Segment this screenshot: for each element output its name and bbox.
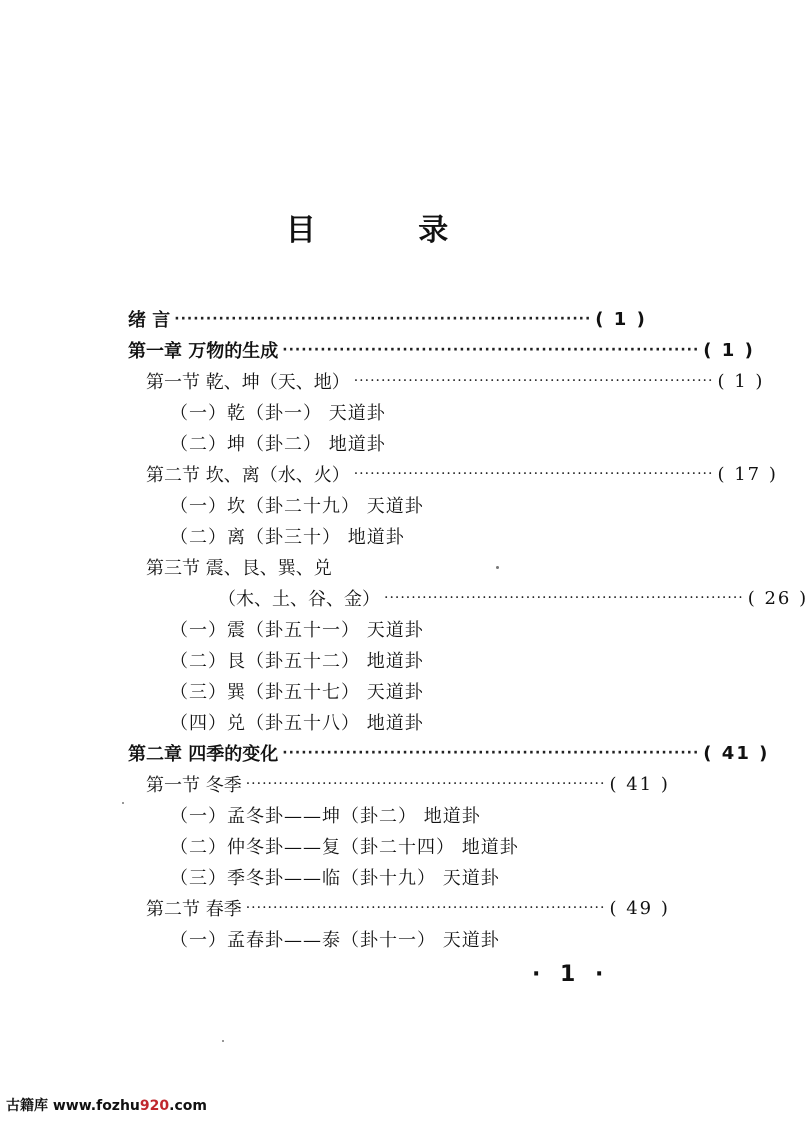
- scan-speck: [122, 802, 124, 804]
- toc-subentry[interactable]: [170, 522, 405, 550]
- toc-entry-section-1-3[interactable]: [146, 553, 332, 581]
- toc-subentry[interactable]: [170, 615, 424, 643]
- toc-entry-label: （木、土、谷、金）: [218, 589, 380, 610]
- toc-subentry[interactable]: [170, 925, 500, 953]
- toc-entry-section-1-3-cont[interactable]: [218, 584, 808, 612]
- toc-subentry[interactable]: [170, 801, 481, 829]
- toc-entry-label: 第一章 万物的生成: [128, 341, 279, 362]
- leader-dots: ··································································: [282, 342, 700, 358]
- toc-page-number: ( 1 ): [703, 339, 755, 361]
- leader-dots: ··································································: [245, 776, 606, 792]
- toc-page-number: ( 1 ): [717, 370, 765, 392]
- toc-subentry[interactable]: [170, 863, 500, 891]
- toc-entry-label: 第二节 坎、离（水、火）: [146, 465, 350, 486]
- toc-subentry[interactable]: [170, 646, 424, 674]
- toc-entry-section-1-1[interactable]: [146, 367, 765, 395]
- toc-subentry[interactable]: [170, 398, 386, 426]
- watermark-url-prefix[interactable]: www.fozhu: [52, 1098, 140, 1114]
- toc-entry-label: （三）季冬卦——临（卦十九） 天道卦: [170, 868, 500, 889]
- toc-page-number: ( 26 ): [747, 587, 808, 609]
- toc-entry-label: 绪 言: [128, 310, 171, 331]
- toc-subentry[interactable]: [170, 832, 519, 860]
- leader-dots: ··································································: [282, 745, 700, 761]
- toc-entry-chapter-1[interactable]: [128, 336, 755, 364]
- leader-dots: ··································································: [245, 900, 606, 916]
- toc-entry-preface[interactable]: [128, 305, 647, 333]
- page-title: 目 录: [285, 213, 495, 248]
- toc-entry-label: （四）兑（卦五十八） 地道卦: [170, 713, 424, 734]
- toc-entry-label: （一）孟春卦——泰（卦十一） 天道卦: [170, 930, 500, 951]
- scan-speck: [222, 1040, 224, 1042]
- leader-dots: ··································································: [384, 590, 744, 606]
- toc-entry-label: （一）乾（卦一） 天道卦: [170, 403, 386, 424]
- toc-entry-chapter-2[interactable]: [128, 739, 770, 767]
- toc-entry-label: （一）震（卦五十一） 天道卦: [170, 620, 424, 641]
- toc-entry-label: （二）艮（卦五十二） 地道卦: [170, 651, 424, 672]
- toc-subentry[interactable]: [170, 491, 424, 519]
- toc-subentry[interactable]: [170, 677, 424, 705]
- leader-dots: ··································································: [353, 466, 714, 482]
- toc-entry-label: 第三节 震、艮、巽、兑: [146, 558, 332, 579]
- toc-entry-label: 第二节 春季: [146, 899, 242, 920]
- watermark-url-number[interactable]: 920: [139, 1098, 170, 1114]
- toc-page-number: ( 1 ): [595, 308, 647, 330]
- watermark-url-suffix[interactable]: .com: [169, 1098, 207, 1114]
- toc-entry-label: （二）仲冬卦——复（卦二十四） 地道卦: [170, 837, 519, 858]
- leader-dots: ··································································: [353, 373, 714, 389]
- toc-entry-label: 第二章 四季的变化: [128, 744, 279, 765]
- toc-entry-label: （二）离（卦三十） 地道卦: [170, 527, 405, 548]
- watermark-site-name: 古籍库: [6, 1098, 48, 1114]
- page-number: · 1 ·: [532, 962, 610, 987]
- toc-entry-section-2-2[interactable]: [146, 894, 670, 922]
- toc-entry-section-1-2[interactable]: [146, 460, 778, 488]
- toc-entry-label: （一）坎（卦二十九） 天道卦: [170, 496, 424, 517]
- toc-subentry[interactable]: [170, 708, 424, 736]
- toc-page-number: ( 41 ): [703, 742, 770, 764]
- toc-page-number: ( 41 ): [609, 773, 670, 795]
- scan-speck: [496, 566, 499, 569]
- toc-subentry[interactable]: [170, 429, 386, 457]
- leader-dots: ··································································: [174, 311, 592, 327]
- watermark: [6, 1095, 207, 1115]
- toc-entry-label: 第一节 冬季: [146, 775, 242, 796]
- toc-entry-section-2-1[interactable]: [146, 770, 670, 798]
- toc-entry-label: （二）坤（卦二） 地道卦: [170, 434, 386, 455]
- toc-entry-label: （三）巽（卦五十七） 天道卦: [170, 682, 424, 703]
- toc-entry-label: 第一节 乾、坤（天、地）: [146, 372, 350, 393]
- toc-page-number: ( 49 ): [609, 897, 670, 919]
- toc-entry-label: （一）孟冬卦——坤（卦二） 地道卦: [170, 806, 481, 827]
- toc-page-number: ( 17 ): [717, 463, 778, 485]
